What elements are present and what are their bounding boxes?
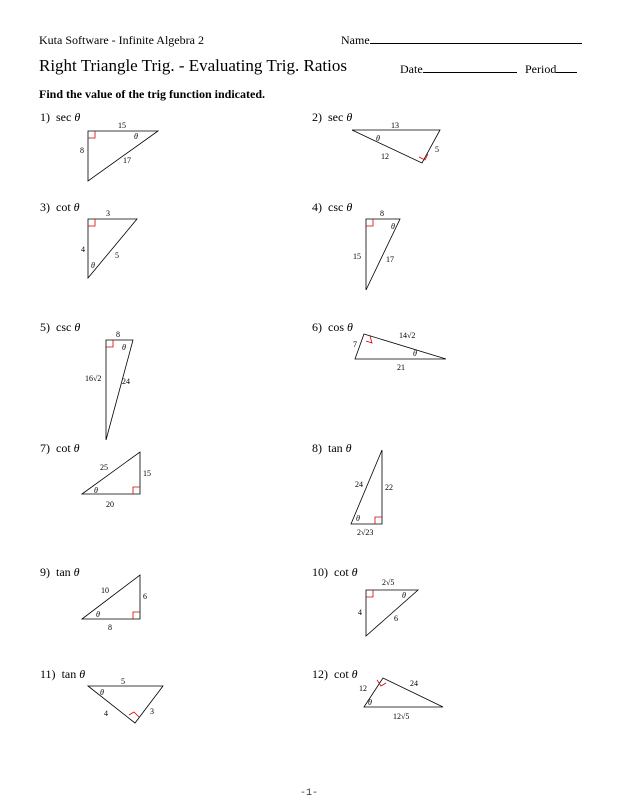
side-label: 24 <box>355 480 363 489</box>
triangle-12 <box>364 678 443 707</box>
problem-number: 10) <box>312 565 328 579</box>
side-label: 12 <box>359 684 367 693</box>
side-label: 16√2 <box>85 374 102 383</box>
right-angle-marker <box>106 340 113 347</box>
trig-function: tan <box>61 667 77 681</box>
date-label: Date <box>400 62 423 76</box>
side-label: 13 <box>391 121 399 130</box>
name-label: Name <box>341 33 370 47</box>
side-label: 17 <box>386 255 394 264</box>
side-label: 7 <box>353 340 357 349</box>
angle-label: θ <box>134 132 138 141</box>
side-label: 5 <box>115 251 119 260</box>
angle-label: θ <box>402 591 406 600</box>
trig-function: sec <box>56 110 72 124</box>
right-angle-marker <box>366 590 373 597</box>
side-label: 4 <box>358 608 362 617</box>
problem-number: 11) <box>40 667 56 681</box>
trig-function: tan <box>328 441 343 455</box>
triangle-7 <box>82 452 140 494</box>
side-label: 24 <box>410 679 418 688</box>
page-title: Right Triangle Trig. - Evaluating Trig. Ratios <box>39 56 347 75</box>
side-label: 22 <box>385 483 393 492</box>
side-label: 5 <box>121 677 125 686</box>
trig-function: cot <box>334 565 349 579</box>
triangle-10 <box>366 590 418 636</box>
problem-number: 5) <box>40 320 50 334</box>
theta-symbol: θ <box>74 320 81 334</box>
angle-label: θ <box>356 514 360 523</box>
software-label: Kuta Software - Infinite Algebra 2 <box>39 33 204 47</box>
period-label: Period <box>525 62 557 76</box>
problem-number: 8) <box>312 441 322 455</box>
trig-function: csc <box>56 320 72 334</box>
trig-function: cot <box>56 200 71 214</box>
problem-number: 3) <box>40 200 50 214</box>
side-label: 8 <box>80 146 84 155</box>
instructions: Find the value of the trig function indicated. <box>39 87 266 101</box>
right-angle-marker <box>366 219 373 226</box>
side-label: 15 <box>143 469 151 478</box>
problem-number: 2) <box>312 110 322 124</box>
side-label: 25 <box>100 463 108 472</box>
problem-number: 4) <box>312 200 322 214</box>
right-angle-marker <box>88 131 95 138</box>
trig-function: cot <box>334 667 349 681</box>
theta-symbol: θ <box>79 667 86 681</box>
angle-label: θ <box>122 343 126 352</box>
angle-label: θ <box>413 349 417 358</box>
theta-symbol: θ <box>73 565 80 579</box>
side-label: 6 <box>143 592 147 601</box>
problem-number: 6) <box>312 320 322 334</box>
angle-label: θ <box>100 688 104 697</box>
problem-number: 7) <box>40 441 50 455</box>
side-label: 15 <box>353 252 361 261</box>
side-label: 2√5 <box>382 578 395 587</box>
side-label: 10 <box>101 586 109 595</box>
side-label: 21 <box>397 363 405 372</box>
right-angle-marker <box>375 517 382 524</box>
theta-symbol: θ <box>346 110 353 124</box>
side-label: 14√2 <box>399 331 416 340</box>
theta-symbol: θ <box>351 667 358 681</box>
side-label: 4 <box>81 245 85 254</box>
side-label: 15 <box>118 121 126 130</box>
angle-label: θ <box>96 610 100 619</box>
trig-function: cot <box>56 441 71 455</box>
problem-number: 9) <box>40 565 50 579</box>
trig-function: cos <box>328 320 344 334</box>
trig-function: csc <box>328 200 344 214</box>
right-angle-marker <box>133 612 140 619</box>
theta-symbol: θ <box>351 565 358 579</box>
side-label: 5 <box>435 145 439 154</box>
problem-number: 1) <box>40 110 50 124</box>
trig-function: sec <box>328 110 344 124</box>
triangle-2 <box>352 130 440 163</box>
triangle-9 <box>82 575 140 619</box>
theta-symbol: θ <box>347 320 353 334</box>
angle-label: θ <box>94 486 98 495</box>
triangle-5 <box>106 340 133 440</box>
angle-label: θ <box>91 261 95 270</box>
side-label: 6 <box>394 614 398 623</box>
side-label: 8 <box>380 209 384 218</box>
theta-symbol: θ <box>74 110 81 124</box>
right-angle-marker <box>366 336 372 343</box>
side-label: 4 <box>104 709 108 718</box>
right-angle-marker <box>88 219 95 226</box>
side-label: 2√23 <box>357 528 374 537</box>
problem-number: 12) <box>312 667 328 681</box>
side-label: 8 <box>108 623 112 632</box>
angle-label: θ <box>376 134 380 143</box>
side-label: 3 <box>150 707 154 716</box>
side-label: 8 <box>116 330 120 339</box>
triangle-3 <box>88 219 137 278</box>
angle-label: θ <box>391 222 395 231</box>
theta-symbol: θ <box>73 200 80 214</box>
side-label: 3 <box>106 209 110 218</box>
side-label: 17 <box>123 156 131 165</box>
theta-symbol: θ <box>345 441 352 455</box>
side-label: 12√5 <box>393 712 410 721</box>
theta-symbol: θ <box>346 200 353 214</box>
side-label: 24 <box>122 377 130 386</box>
right-angle-marker <box>129 712 139 717</box>
trig-function: tan <box>56 565 71 579</box>
side-label: 12 <box>381 152 389 161</box>
page-number: -1- <box>299 788 318 799</box>
theta-symbol: θ <box>73 441 80 455</box>
angle-label: θ <box>368 698 372 707</box>
right-angle-marker <box>133 487 140 494</box>
side-label: 20 <box>106 500 114 509</box>
